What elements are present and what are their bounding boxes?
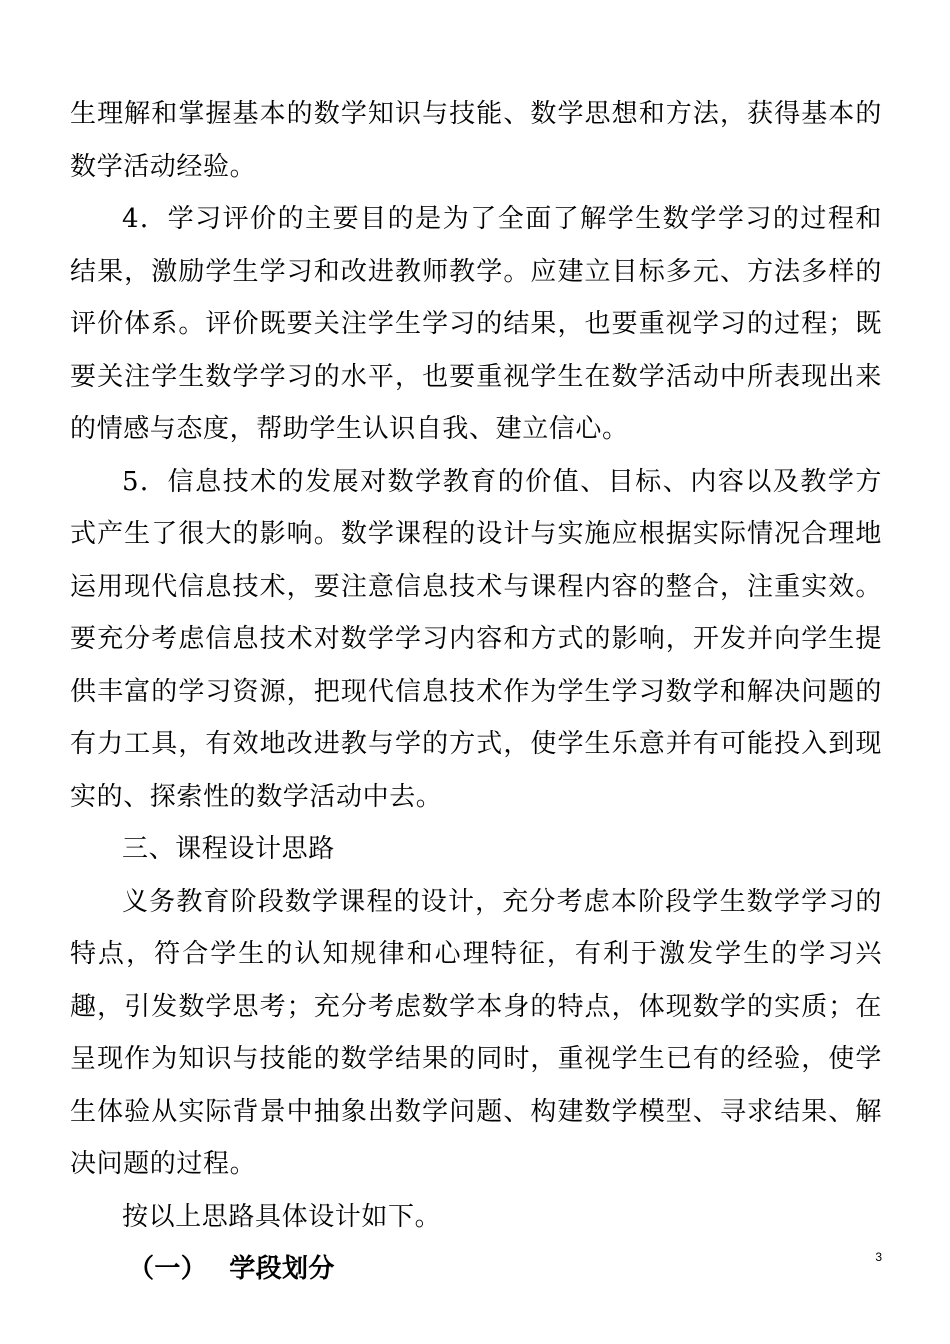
paragraph-item-4-assessment: 4．学习评价的主要目的是为了全面了解学生数学学习的过程和结果，激励学生学习和改进教师教学。应建立目标多元、方法多样的评价体系。评价既要关注学生学习的结果，也要重视学习的过程；既要关注学生数学学习的水平，也要重视学生在数学活动中所表现出来的情感与态度，帮助学生认识自我、建立信心。 <box>70 204 882 444</box>
page-number: 3 <box>875 1250 882 1264</box>
subheading-stage-division <box>70 1243 882 1296</box>
document-body <box>70 88 882 1296</box>
subheading-title: 学段划分 <box>229 1254 335 1284</box>
paragraph-design-intro: 按以上思路具体设计如下。 <box>122 1201 442 1232</box>
paragraph-item-5-information-technology: 5．信息技术的发展对数学教育的价值、目标、内容以及教学方式产生了很大的影响。数学课程的设计与实施应根据实际情况合理地运用现代信息技术，要注意信息技术与课程内容的整合，注重实效。要充分考虑信息技术对数学学习内容和方式的影响，开发并向学生提供丰富的学习资源，把现代信息技术作为学生学习数学和解决问题的有力工具，有效地改进教与学的方式，使学生乐意并有可能投入到现实的、探索性的数学活动中去。 <box>70 466 882 812</box>
paragraph-continuation: 生理解和掌握基本的数学知识与技能、数学思想和方法，获得基本的数学活动经验。 <box>70 99 882 182</box>
subheading-number: （一） <box>128 1254 208 1284</box>
paragraph-course-design-description: 义务教育阶段数学课程的设计，充分考虑本阶段学生数学学习的特点，符合学生的认知规律和心理特征，有利于激发学生的学习兴趣，引发数学思考；充分考虑数学本身的特点，体现数学的实质；在呈现作为知识与技能的数学结果的同时，重视学生已有的经验，使学生体验从实际背景中抽象出数学问题、构建数学模型、寻求结果、解决问题的过程。 <box>70 886 882 1179</box>
section-heading-course-design: 三、课程设计思路 <box>122 834 335 864</box>
